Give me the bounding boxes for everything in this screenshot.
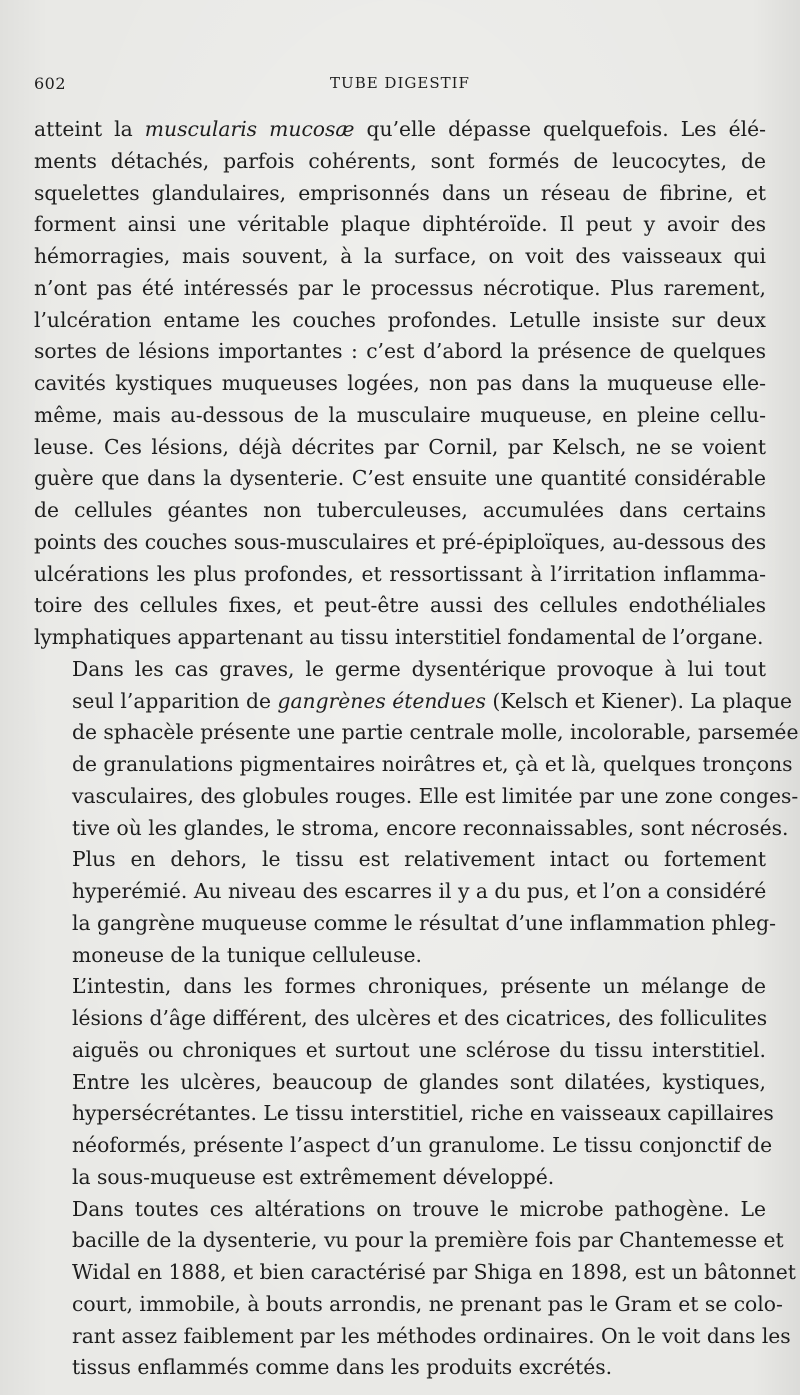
text-line: néoformés, présente l’aspect d’un granulome. Le tissu conjonctif de	[72, 1133, 773, 1157]
text-line: de cellules géantes non tuberculeuses, accumulées dans certains	[34, 498, 766, 522]
italic-term: muscularis mucosæ	[144, 117, 355, 141]
text-line: court, immobile, à bouts arrondis, ne prenant pas le Gram et se colo-	[72, 1291, 783, 1316]
text-line: Widal en 1888, et bien caractérisé par Shiga en 1898, est un bâtonnet	[72, 1260, 796, 1284]
text-line: guère que dans la dysenterie. C’est ensuite une quantité considérable	[34, 466, 766, 491]
text-line: Plus en dehors, le tissu est relativement intact ou fortement	[72, 847, 766, 872]
text-line: vasculaires, des globules rouges. Elle est limitée par une zone conges-	[72, 783, 799, 808]
text-line: lymphatiques appartenant au tissu interstitiel fondamental de l’organe.	[34, 625, 764, 649]
text-line: ments détachés, parfois cohérents, sont formés de leucocytes, de	[34, 148, 766, 173]
text-line: hémorragies, mais souvent, à la surface, on voit des vaisseaux qui	[34, 244, 766, 268]
text-line: n’ont pas été intéressés par le processus nécrotique. Plus rarement,	[34, 275, 766, 300]
text-line: points des couches sous-musculaires et pré-épiploïques, au-dessous des	[34, 529, 766, 554]
text-line: moneuse de la tunique celluleuse.	[72, 942, 422, 967]
text-line: tive où les glandes, le stroma, encore reconnaissables, sont nécrosés.	[72, 815, 789, 840]
paragraph	[34, 654, 799, 972]
paragraph	[34, 971, 774, 1193]
text-line: cavités kystiques muqueuses logées, non pas dans la muqueuse elle-	[34, 371, 766, 395]
text-line: atteint la muscularis mucosæ qu’elle dépasse quelquefois. Les élé-	[34, 117, 766, 141]
text-line: la gangrène muqueuse comme le résultat d’une inflammation phleg-	[72, 910, 776, 935]
page-header	[34, 74, 766, 98]
text-line: Entre les ulcères, beaucoup de glandes sont dilatées, kystiques,	[72, 1069, 766, 1094]
text-line: toire des cellules fixes, et peut-être aussi des cellules endothéliales	[34, 593, 766, 618]
text-line: L’intestin, dans les formes chroniques, présente un mélange de	[72, 974, 766, 999]
text-line: de granulations pigmentaires noirâtres et, çà et là, quelques tronçons	[72, 752, 793, 776]
text-line: hyperémié. Au niveau des escarres il y a du pus, et l’on a considéré	[72, 879, 767, 903]
paragraph	[34, 114, 766, 654]
text-line: hypersécrétantes. Le tissu interstitiel, riche en vaisseaux capillaires	[72, 1101, 774, 1126]
text-line: la sous-muqueuse est extrêmement développé.	[72, 1164, 555, 1189]
text-line: seul l’apparition de gangrènes étendues (Kelsch et Kiener). La plaque	[72, 688, 793, 713]
text-line: squelettes glandulaires, emprisonnés dans un réseau de fibrine, et	[34, 180, 766, 205]
text-line: bacille de la dysenterie, vu pour la première fois par Chantemesse et	[72, 1228, 784, 1253]
italic-term: gangrènes étendues	[277, 688, 486, 713]
text-line: l’ulcération entame les couches profondes. Letulle insiste sur deux	[34, 307, 766, 332]
text-line: leuse. Ces lésions, déjà décrites par Cornil, par Kelsch, ne se voient	[34, 434, 766, 459]
text-line: tissus enflammés comme dans les produits excrétés.	[72, 1355, 613, 1380]
text-line: sortes de lésions importantes : c’est d’abord la présence de quelques	[34, 339, 766, 364]
page-number: 602	[34, 74, 67, 93]
body-text	[34, 114, 799, 1384]
text-line: Dans les cas graves, le germe dysentérique provoque à lui tout	[72, 656, 766, 681]
text-line: ulcérations les plus profondes, et ressortissant à l’irritation inflamma-	[34, 561, 766, 586]
text-line: rant assez faiblement par les méthodes ordinaires. On le voit dans les	[72, 1323, 791, 1348]
paragraph	[34, 1194, 796, 1385]
text-line: de sphacèle présente une partie centrale molle, incolorable, parsemée	[72, 720, 799, 745]
running-title: TUBE DIGESTIF	[330, 74, 470, 92]
text-line: forment ainsi une véritable plaque diphtéroïde. Il peut y avoir des	[34, 212, 766, 237]
text-line: même, mais au-dessous de la musculaire muqueuse, en pleine cellu-	[34, 402, 766, 427]
text-line: aiguës ou chroniques et surtout une sclérose du tissu interstitiel.	[72, 1037, 766, 1062]
text-line: lésions d’âge différent, des ulcères et des cicatrices, des folliculites	[72, 1006, 768, 1030]
text-line: Dans toutes ces altérations on trouve le microbe pathogène. Le	[72, 1196, 766, 1221]
